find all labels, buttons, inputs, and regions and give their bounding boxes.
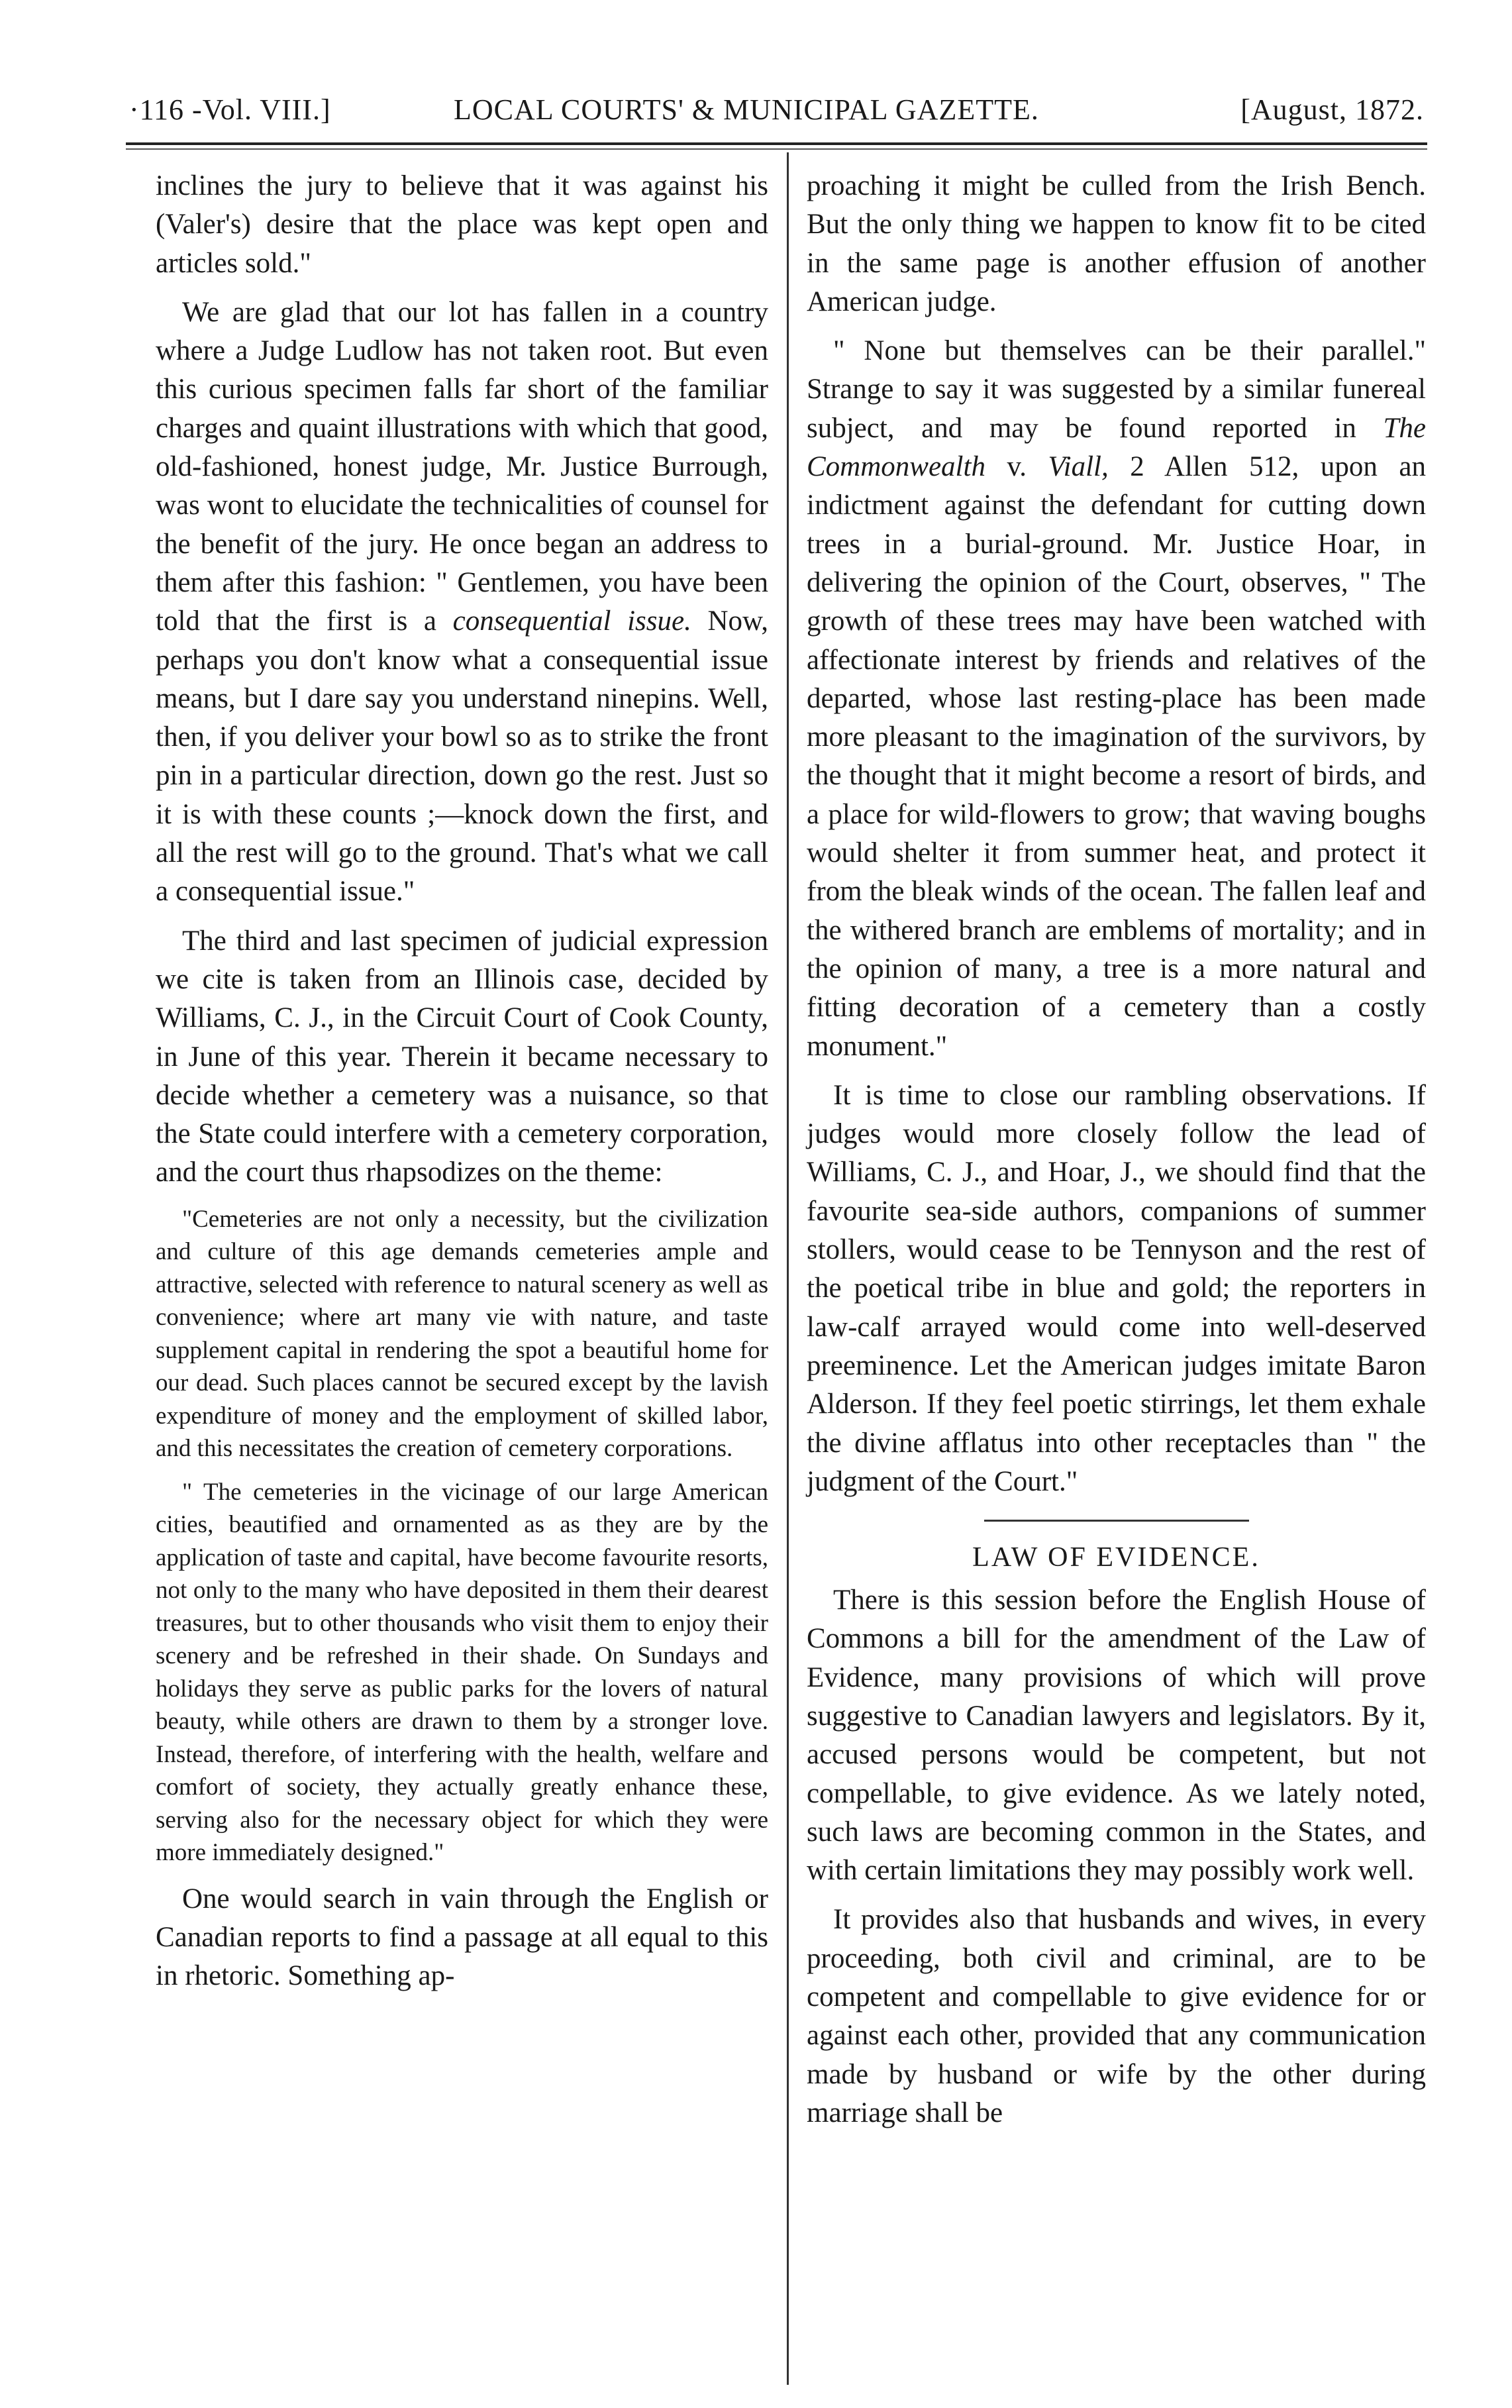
- header-rule: [126, 142, 1427, 145]
- paragraph-text: v.: [1007, 451, 1027, 483]
- block-quote: "Cemeteries are not only a necessity, but the civilization and culture of this age demands cemeteries ample and attractive, selected with reference to natural scenery as well as convenience; where art many vie with nature, and taste supplement capital in rendering the spot a beautiful home for our dead. Such places cannot be secured except by the lavish expenditure of money and the employment of skilled labor, and this necessitates the creation of cemetery corporations.: [156, 1205, 768, 1463]
- column-divider: [787, 152, 789, 2385]
- page-volume: ·116 -Vol. VIII.]: [129, 93, 331, 126]
- paragraph-text: Now, perhaps you don't know what a consequential issue means, but I dare say you understand ninepins. Well, then, if you deliver your bowl so as to strike the front pin in a particular direction, down go the rest. Just so it is with these counts ;—knock down the first, and all the rest will go to the ground. That's what we call a consequential issue.": [156, 605, 769, 908]
- emphasis-text: consequential issue.: [452, 605, 691, 637]
- case-name: Viall,: [1048, 451, 1109, 483]
- paragraph-text: 2 Allen 512, upon an indictment against the defendant for cutting down trees in a burial-ground. Mr. Justice Hoar, in delivering the opinion of the Court, observes, " The growth of these trees may have been watched with affectionate interest by friends and relatives of the departed, whose last resting-place has been made more pleasant to the imagination of the survivors, by the thought that it might become a resort of birds, and a place for wild-flowers to grow; that waving boughs would shelter it from summer heat, and protect it from the bleak winds of the ocean. The fallen leaf and the withered branch are emblems of mortality; and in the opinion of many, a tree is a more natural and fitting decoration of a cemetery than a costly monument.": [807, 451, 1427, 1062]
- paragraph: The third and last specimen of judicial expression we cite is taken from an Illinois case, decided by Williams, C. J., in the Circuit Court of Cook County, in June of this year. Therein it became necessary to decide whether a cemetery was a nuisance, so that the State could interfere with a cemetery corporation, and the court thus rhapsodizes on the theme:: [156, 925, 768, 1188]
- paragraph: There is this session before the English House of Commons a bill for the amendment of the Law of Evidence, many provisions of which will prove suggestive to Canadian lawyers and legislators. By it, accused persons would be competent, but not compellable, to give evidence. As we lately noted, such laws are becoming common in the States, and with certain limitations they may possibly work well.: [807, 1585, 1426, 1887]
- paragraph: [807, 332, 1426, 1066]
- paragraph: proaching it might be culled from the Irish Bench. But the only thing we happen to know fit to be cited in the same page is another effusion of another American judge.: [807, 170, 1426, 317]
- paragraph: inclines the jury to believe that it was against his (Valer's) desire that the place was kept open and articles sold.": [156, 170, 768, 279]
- issue-date: [August, 1872.: [1240, 93, 1424, 126]
- left-column: [156, 167, 768, 2007]
- paragraph: [156, 293, 768, 912]
- paragraph: It provides also that husbands and wives, in every proceeding, both civil and criminal, are to be competent and compellable to give evidence for or against each other, provided that any communication made by husband or wife by the other during marriage shall be: [807, 1904, 1426, 2128]
- case-name: The Commonwealth: [807, 412, 1426, 483]
- paragraph-text: We are glad that our lot has fallen in a country where a Judge Ludlow has not taken root. But even this curious specimen falls far short of the familiar charges and quaint illustrations with which that good, old-fashioned, honest judge, Mr. Justice Burrough, was wont to elucidate the technicalities of counsel for the benefit of the jury. He once began an address to them after this fashion: " Gentlemen, you have been told that the first is a: [156, 296, 768, 637]
- paragraph-text: " None but themselves can be their parallel." Strange to say it was suggested by a similar funereal subject, and may be found reported in: [807, 335, 1426, 444]
- section-separator: [984, 1520, 1249, 1522]
- paragraph: One would search in vain through the English or Canadian reports to find a passage at all equal to this in rhetoric. Something ap-: [156, 1883, 768, 1992]
- block-quote: " The cemeteries in the vicinage of our large American cities, beautified and ornamented as as they are by the application of taste and capital, have become favourite resorts, not only to the many who have deposited in them their dearest treasures, but to other thousands who visit them to enjoy their scenery and be refreshed in their shade. On Sundays and holidays they serve as public parks for the lovers of natural beauty, while others are drawn to them by a stronger love. Instead, therefore, of interfering with the health, welfare and comfort of society, they actually greatly enhance these, serving also for the necessary object for which they were more immediately designed.": [156, 1478, 768, 1867]
- page-header: [129, 79, 1424, 132]
- header-rule-thin: [126, 148, 1427, 150]
- right-column: [807, 167, 1426, 2143]
- paragraph: It is time to close our rambling observations. If judges would more closely follow the lead of Williams, C. J., and Hoar, J., we should find that the favourite sea-side authors, companions of summer stollers, would cease to be Tennyson and the rest of the poetical tribe in blue and gold; the reporters in law-calf arrayed would come into well-deserved preeminence. Let the American judges imitate Baron Alderson. If they feel poetic stirrings, let them exhale the divine afflatus into other receptacles than " the judgment of the Court.": [807, 1079, 1426, 1497]
- publication-title: LOCAL COURTS' & MUNICIPAL GAZETTE.: [454, 93, 1039, 126]
- section-title: LAW OF EVIDENCE.: [972, 1542, 1260, 1573]
